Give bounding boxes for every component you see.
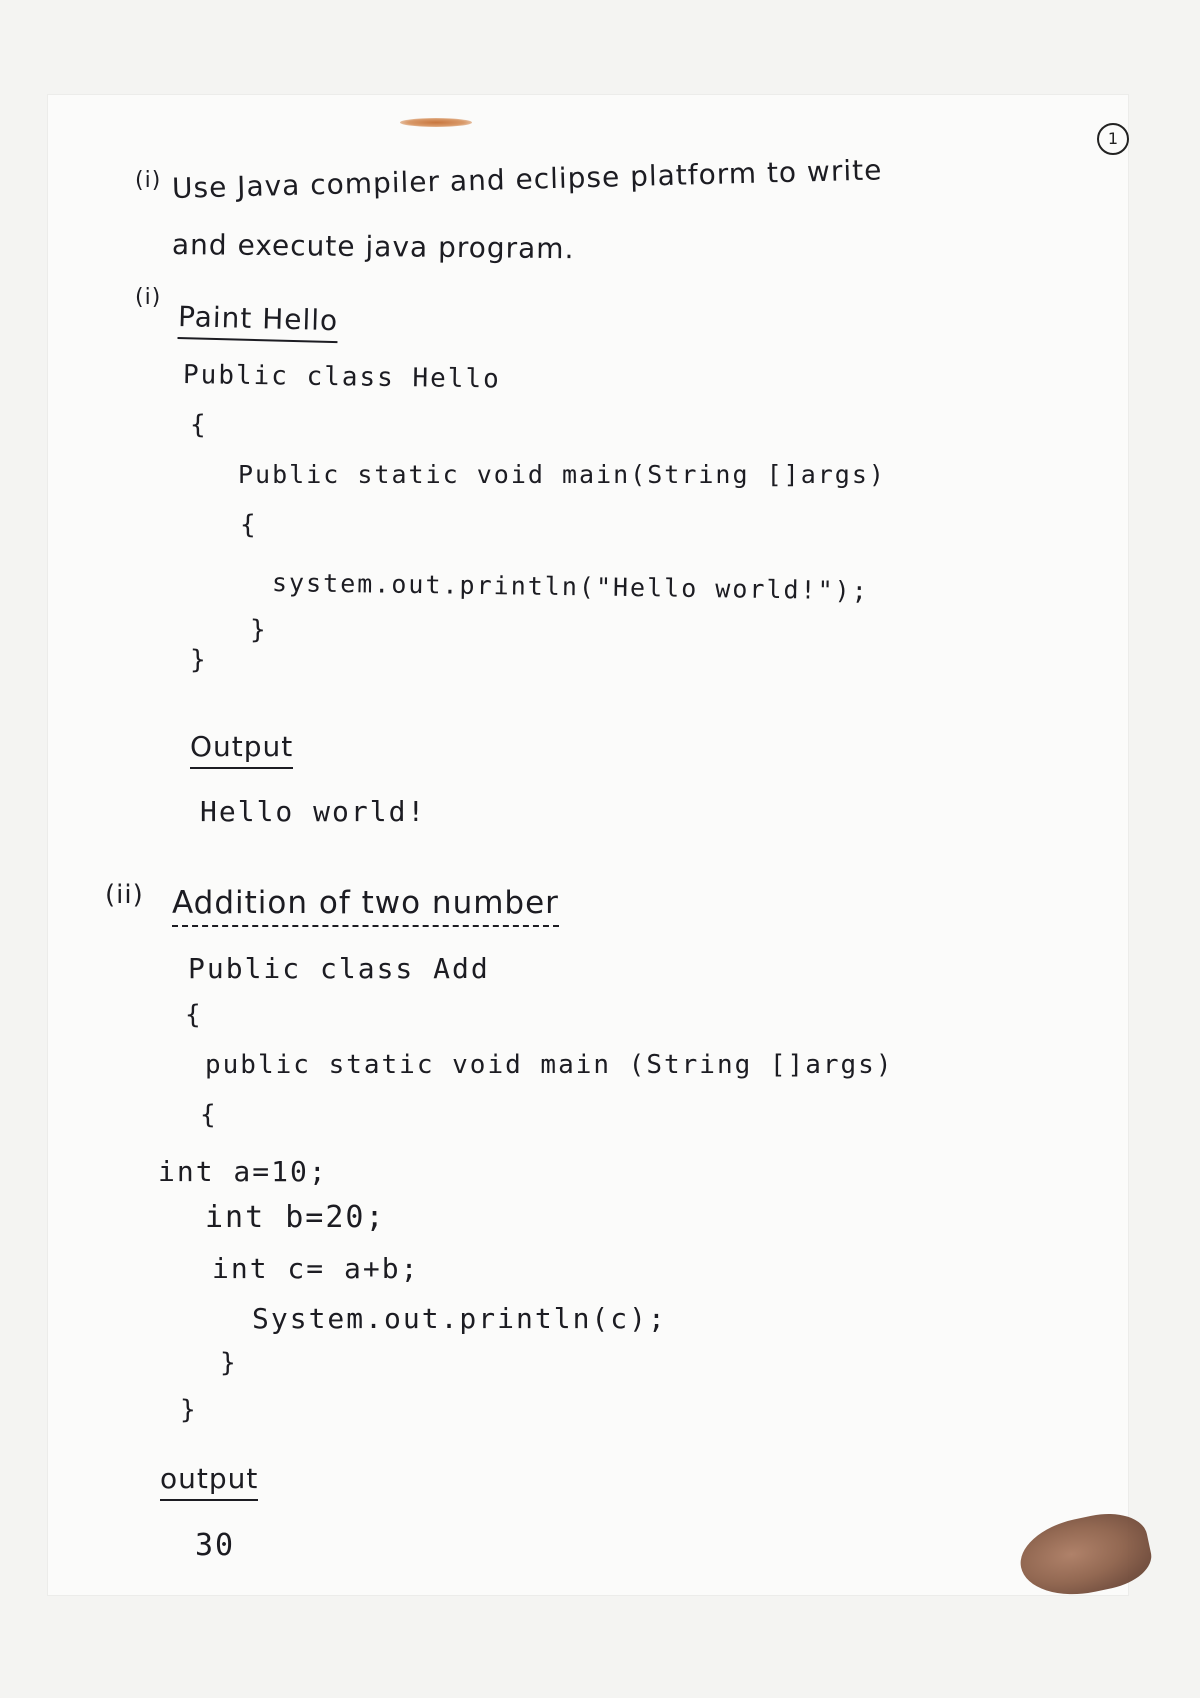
section2-title: Addition of two number xyxy=(172,885,559,927)
section1-output-label: Output xyxy=(190,730,293,769)
code2-line-10: } xyxy=(180,1395,198,1425)
intro-marker: (i) xyxy=(135,168,162,193)
intro-line-1: Use Java compiler and eclipse platform to write xyxy=(171,153,883,205)
code2-line-9: } xyxy=(220,1348,238,1378)
section2-output-label: output xyxy=(160,1462,258,1501)
page-number: 1 xyxy=(1097,123,1129,155)
code2-line-5: int a=10; xyxy=(158,1155,328,1188)
code2-line-6: int b=20; xyxy=(205,1200,386,1235)
code2-line-2: { xyxy=(185,1000,203,1030)
code1-line-5: system.out.println("Hello world!"); xyxy=(271,568,869,606)
code1-line-1: Public class Hello xyxy=(182,360,501,395)
intro-line-2: and execute java program. xyxy=(171,228,575,266)
ink-smudge xyxy=(400,118,472,127)
code2-line-4: { xyxy=(200,1100,218,1130)
code1-line-7: } xyxy=(190,645,208,675)
code2-line-1: Public class Add xyxy=(188,952,490,985)
code1-line-2: { xyxy=(190,410,208,440)
code2-line-8: System.out.println(c); xyxy=(252,1302,667,1335)
section1-marker: (i) xyxy=(135,285,162,310)
code1-line-4: { xyxy=(240,510,258,540)
section1-output-value: Hello world! xyxy=(200,795,427,828)
code1-line-3: Public static void main(String []args) xyxy=(238,460,886,489)
section2-output-value: 30 xyxy=(195,1528,236,1563)
code2-line-3: public static void main (String []args) xyxy=(205,1050,894,1080)
section2-marker: (ii) xyxy=(105,880,144,910)
code1-line-6: } xyxy=(250,615,268,645)
section1-title: Paint Hello xyxy=(177,300,338,343)
code2-line-7: int c= a+b; xyxy=(212,1252,420,1285)
